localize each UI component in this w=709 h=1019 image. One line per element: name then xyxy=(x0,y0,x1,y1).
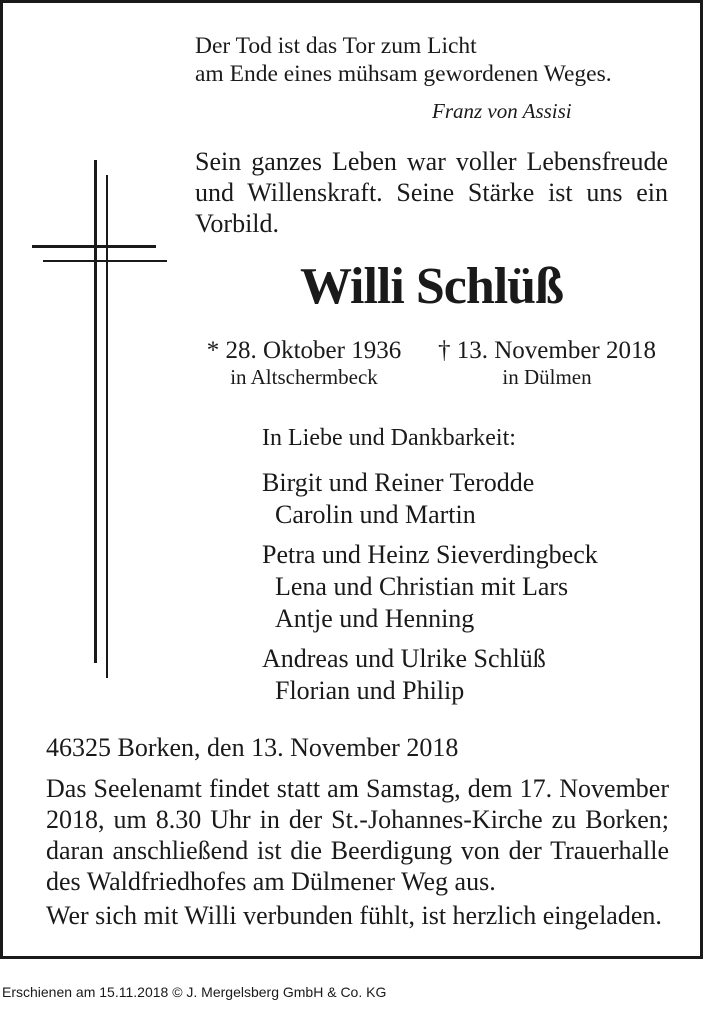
cross-horizontal-bar-2 xyxy=(43,260,167,262)
birth-date: * 28. Oktober 1936 xyxy=(206,337,402,364)
quote-line: am Ende eines mühsam gewordenen Weges. xyxy=(195,61,612,87)
mourners-heading: In Liebe und Dankbarkeit: xyxy=(262,425,516,451)
birth-place: in Altschermbeck xyxy=(230,365,378,389)
mourner-line: Florian und Philip xyxy=(275,676,465,705)
deceased-name: Willi Schlüß xyxy=(299,258,564,315)
quote-author: Franz von Assisi xyxy=(432,99,572,123)
place-date: 46325 Borken, den 13. November 2018 xyxy=(46,733,459,762)
cross-horizontal-bar-1 xyxy=(32,245,156,248)
mourner-line: Petra und Heinz Sieverdingbeck xyxy=(262,540,598,569)
birth-block xyxy=(198,337,410,389)
mourner-line: Lena und Christian mit Lars xyxy=(275,572,569,601)
invitation: Wer sich mit Willi verbunden fühlt, ist herzlich eingeladen. xyxy=(46,901,662,930)
mourner-line: Birgit und Reiner Terodde xyxy=(262,468,535,497)
death-block xyxy=(427,337,667,389)
intro-text: Sein ganzes Leben war voller Lebensfreude und Willenskraft. Seine Stärke ist uns ein Vorbild. xyxy=(195,147,668,238)
mourner-group xyxy=(262,539,598,635)
death-place: in Dülmen xyxy=(502,365,592,389)
quote xyxy=(195,32,612,88)
mourner-line: Antje und Henning xyxy=(275,604,475,633)
mourners-list xyxy=(262,467,598,715)
mourner-group xyxy=(262,467,598,531)
quote-line: Der Tod ist das Tor zum Licht xyxy=(195,33,477,59)
publication-footer: Erschienen am 15.11.2018 © J. Mergelsberg GmbH & Co. KG xyxy=(2,984,387,1000)
cross-vertical-bar-1 xyxy=(94,160,97,663)
mourner-group xyxy=(262,643,598,707)
mourner-line: Carolin und Martin xyxy=(275,500,476,529)
cross-vertical-bar-2 xyxy=(106,175,108,678)
service-info: Das Seelenamt findet statt am Samstag, dem 17. November 2018, um 8.30 Uhr in der St.-Johannes-Kirche zu Borken; daran anschließend ist die Beerdigung von der Trauerhalle des Waldfriedhofes am Dülmener Weg aus. xyxy=(46,774,669,896)
mourner-line: Andreas und Ulrike Schlüß xyxy=(262,644,546,673)
death-date: † 13. November 2018 xyxy=(437,337,657,364)
